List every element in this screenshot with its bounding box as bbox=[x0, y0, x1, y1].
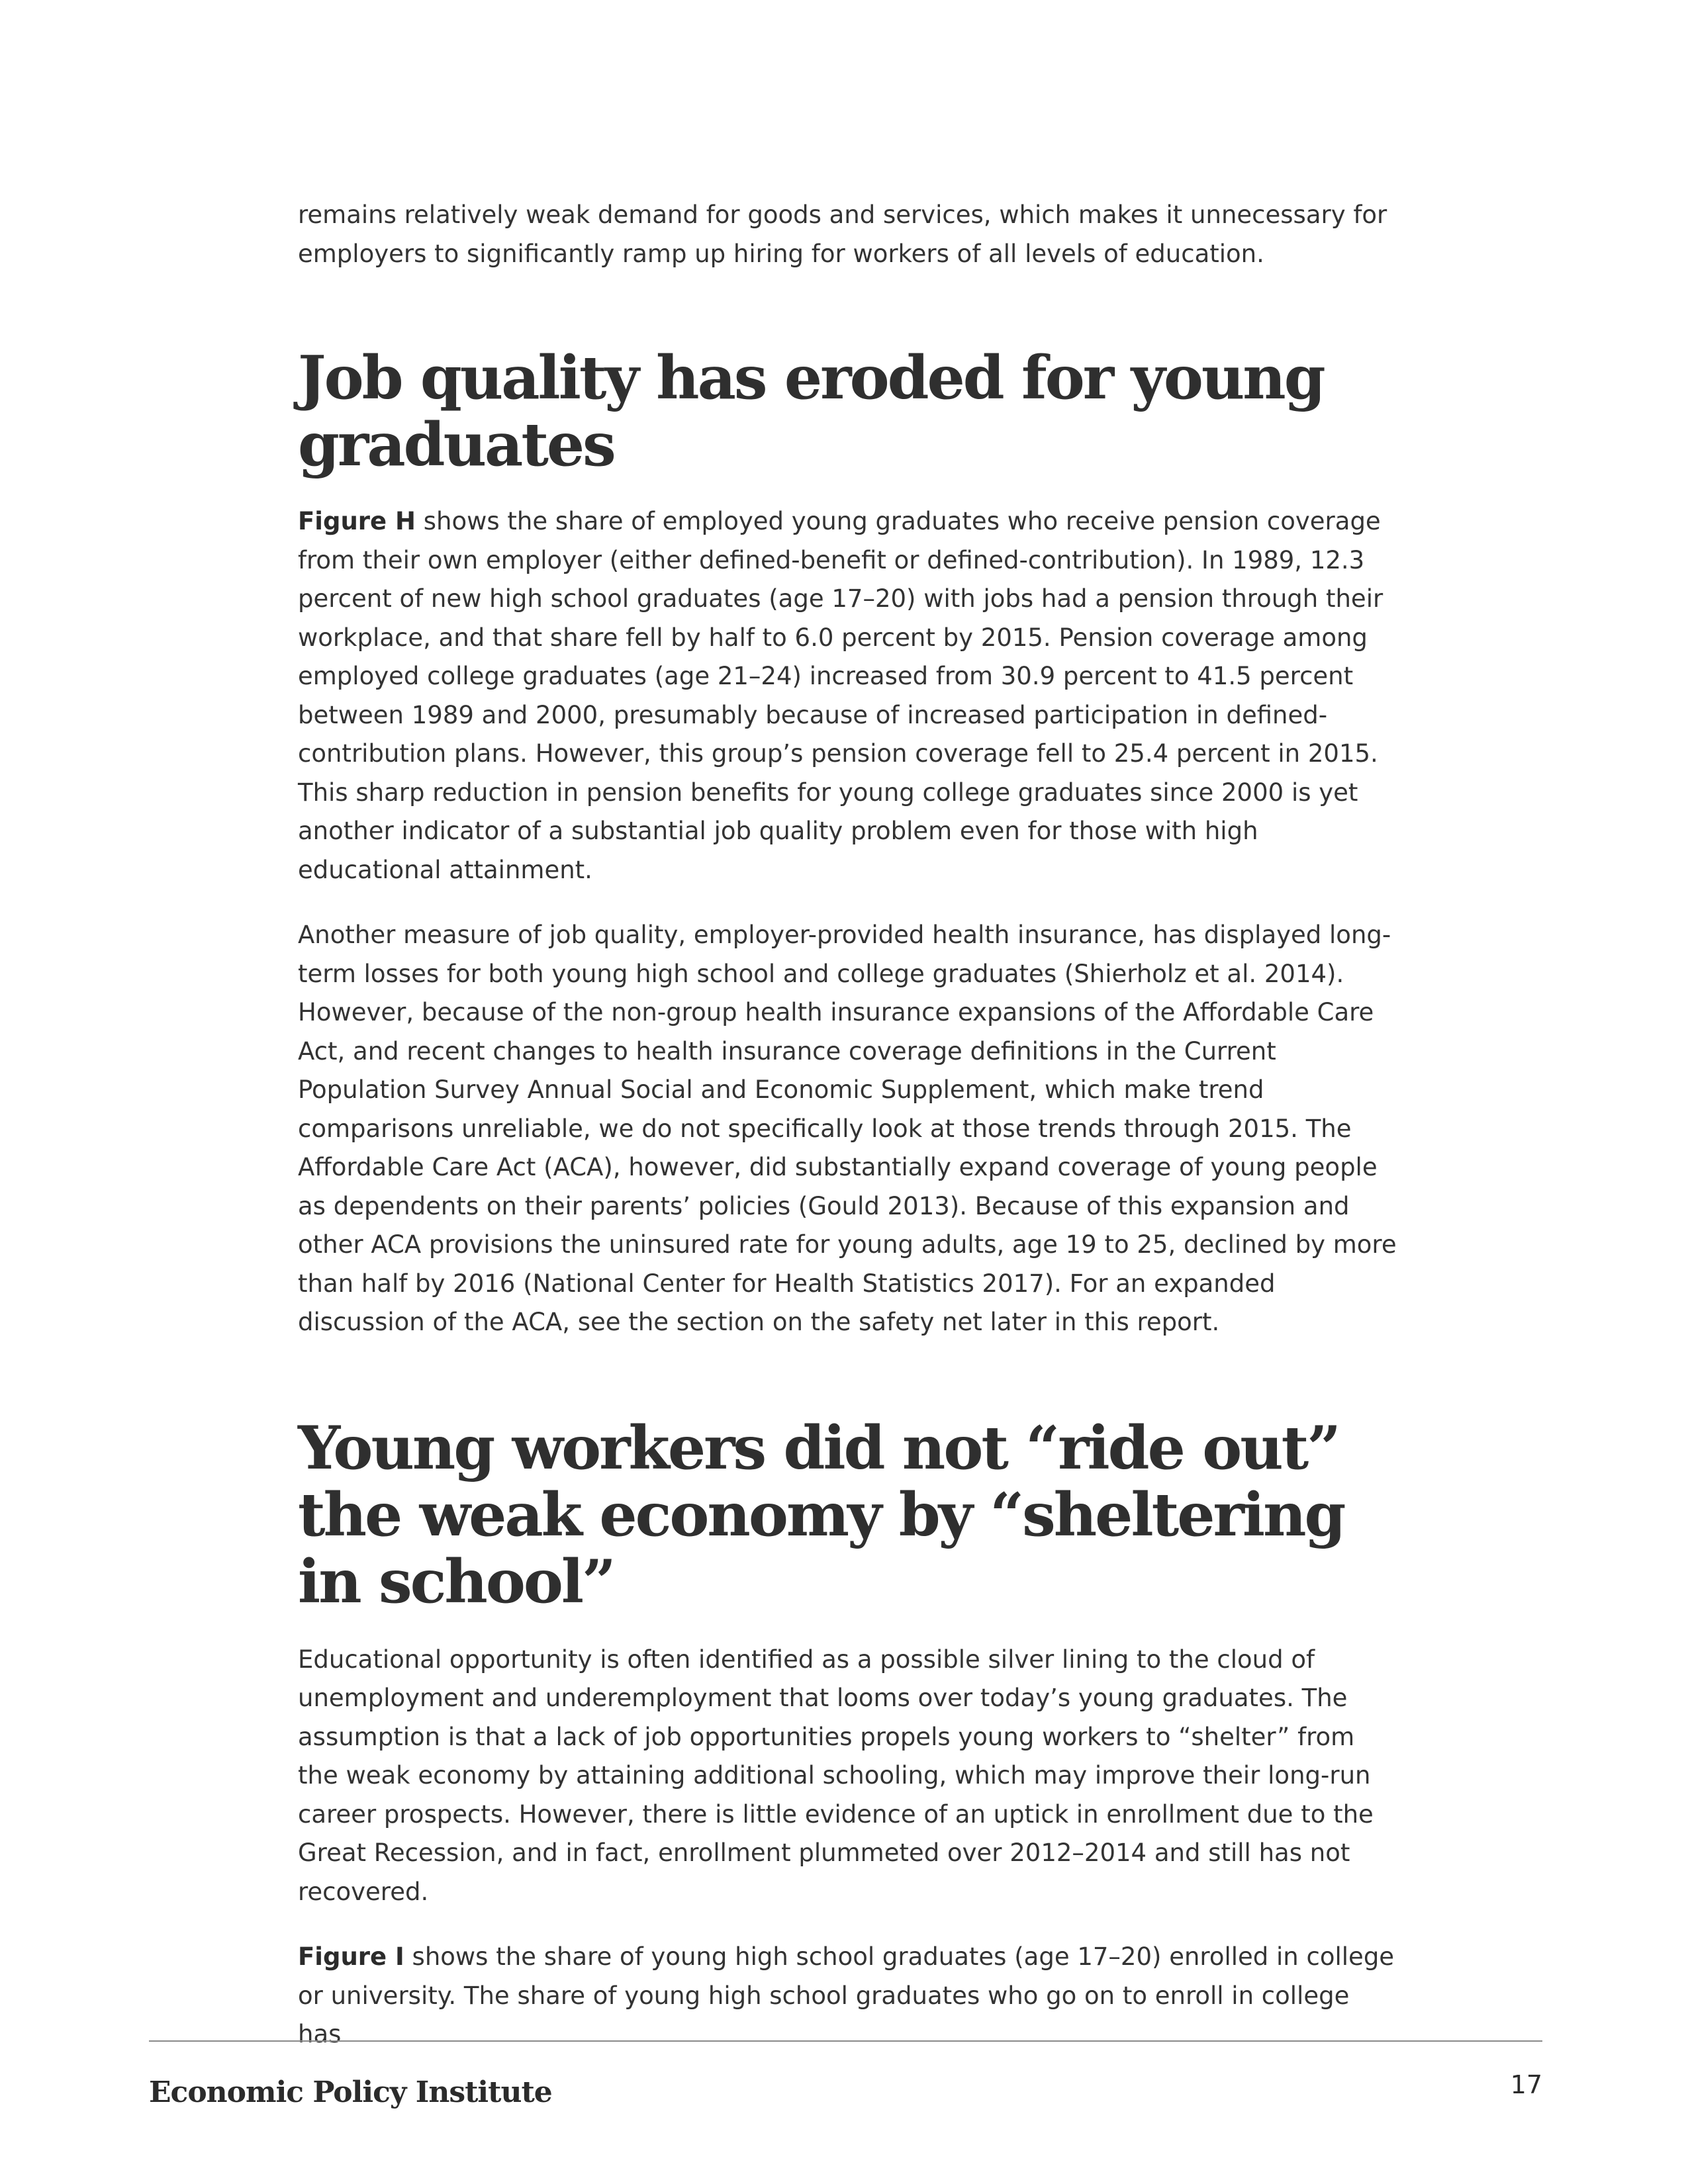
paragraph-enrollment-text: shows the share of young high school graduates (age 17–20) enrolled in college or university. The share of young high school graduates who go on to enroll in college has bbox=[298, 1942, 1395, 2048]
footer-divider bbox=[149, 2040, 1542, 2042]
footer-organization: Economic Policy Institute bbox=[149, 2075, 552, 2109]
paragraph-pension-coverage bbox=[298, 502, 1397, 889]
section-heading-job-quality: Job quality has eroded for young graduates bbox=[298, 343, 1324, 480]
page-body bbox=[298, 196, 1397, 2054]
section-heading-sheltering-in-school: Young workers did not “ride out” the weak economy by “sheltering in school” bbox=[298, 1412, 1344, 1617]
paragraph-pension-text: shows the share of employed young graduates who receive pension coverage from their own employer (either defined-benefit or defined-contribution). In 1989, 12.3 percent of new high school graduates (age 17–20) with jobs had a pension through their workplace, and that share fell by half to 6.0 percent by 2015. Pension coverage among employed college graduates (age 21–24) increased from 30.9 percent to 41.5 percent between 1989 and 2000, presumably because of increased participation in defined-contribution plans. However, this group’s pension coverage fell to 25.4 percent in 2015. This sharp reduction in pension benefits for young college graduates since 2000 is yet another indicator of a substantial job quality problem even for those with high educational attainment. bbox=[298, 507, 1383, 884]
figure-h-reference[interactable]: Figure H bbox=[298, 507, 416, 535]
paragraph-health-insurance: Another measure of job quality, employer-provided health insurance, has displayed long-term losses for both young high school and college graduates (Shierholz et al. 2014). However, because of the non-group health insurance expansions of the Affordable Care Act, and recent changes to health insurance coverage definitions in the Current Population Survey Annual Social and Economic Supplement, which make trend comparisons unreliable, we do not specifically look at those trends through 2015. The Affordable Care Act (ACA), however, did substantially expand coverage of young people as dependents on their parents’ policies (Gould 2013). Because of this expansion and other ACA provisions the uninsured rate for young adults, age 19 to 25, declined by more than half by 2016 (National Center for Health Statistics 2017). For an expanded discussion of the ACA, see the section on the safety net later in this report. bbox=[298, 921, 1397, 1336]
page-number: 17 bbox=[1510, 2070, 1542, 2099]
paragraph-educational-opportunity: Educational opportunity is often identified as a possible silver lining to the cloud of unemployment and underemployment that looms over today’s young graduates. The assumption is that a lack of job opportunities propels young workers to “shelter” from the weak economy by attaining additional schooling, which may improve their long-run career prospects. However, there is little evidence of an uptick in enrollment due to the Great Recession, and in fact, enrollment plummeted over 2012–2014 and still has not recovered. bbox=[298, 1645, 1374, 1906]
figure-i-reference[interactable]: Figure I bbox=[298, 1942, 404, 1971]
paragraph-enrollment bbox=[298, 1938, 1397, 2054]
intro-paragraph: remains relatively weak demand for goods and services, which makes it unnecessary for employers to significantly ramp up hiring for workers of all levels of education. bbox=[298, 201, 1387, 268]
